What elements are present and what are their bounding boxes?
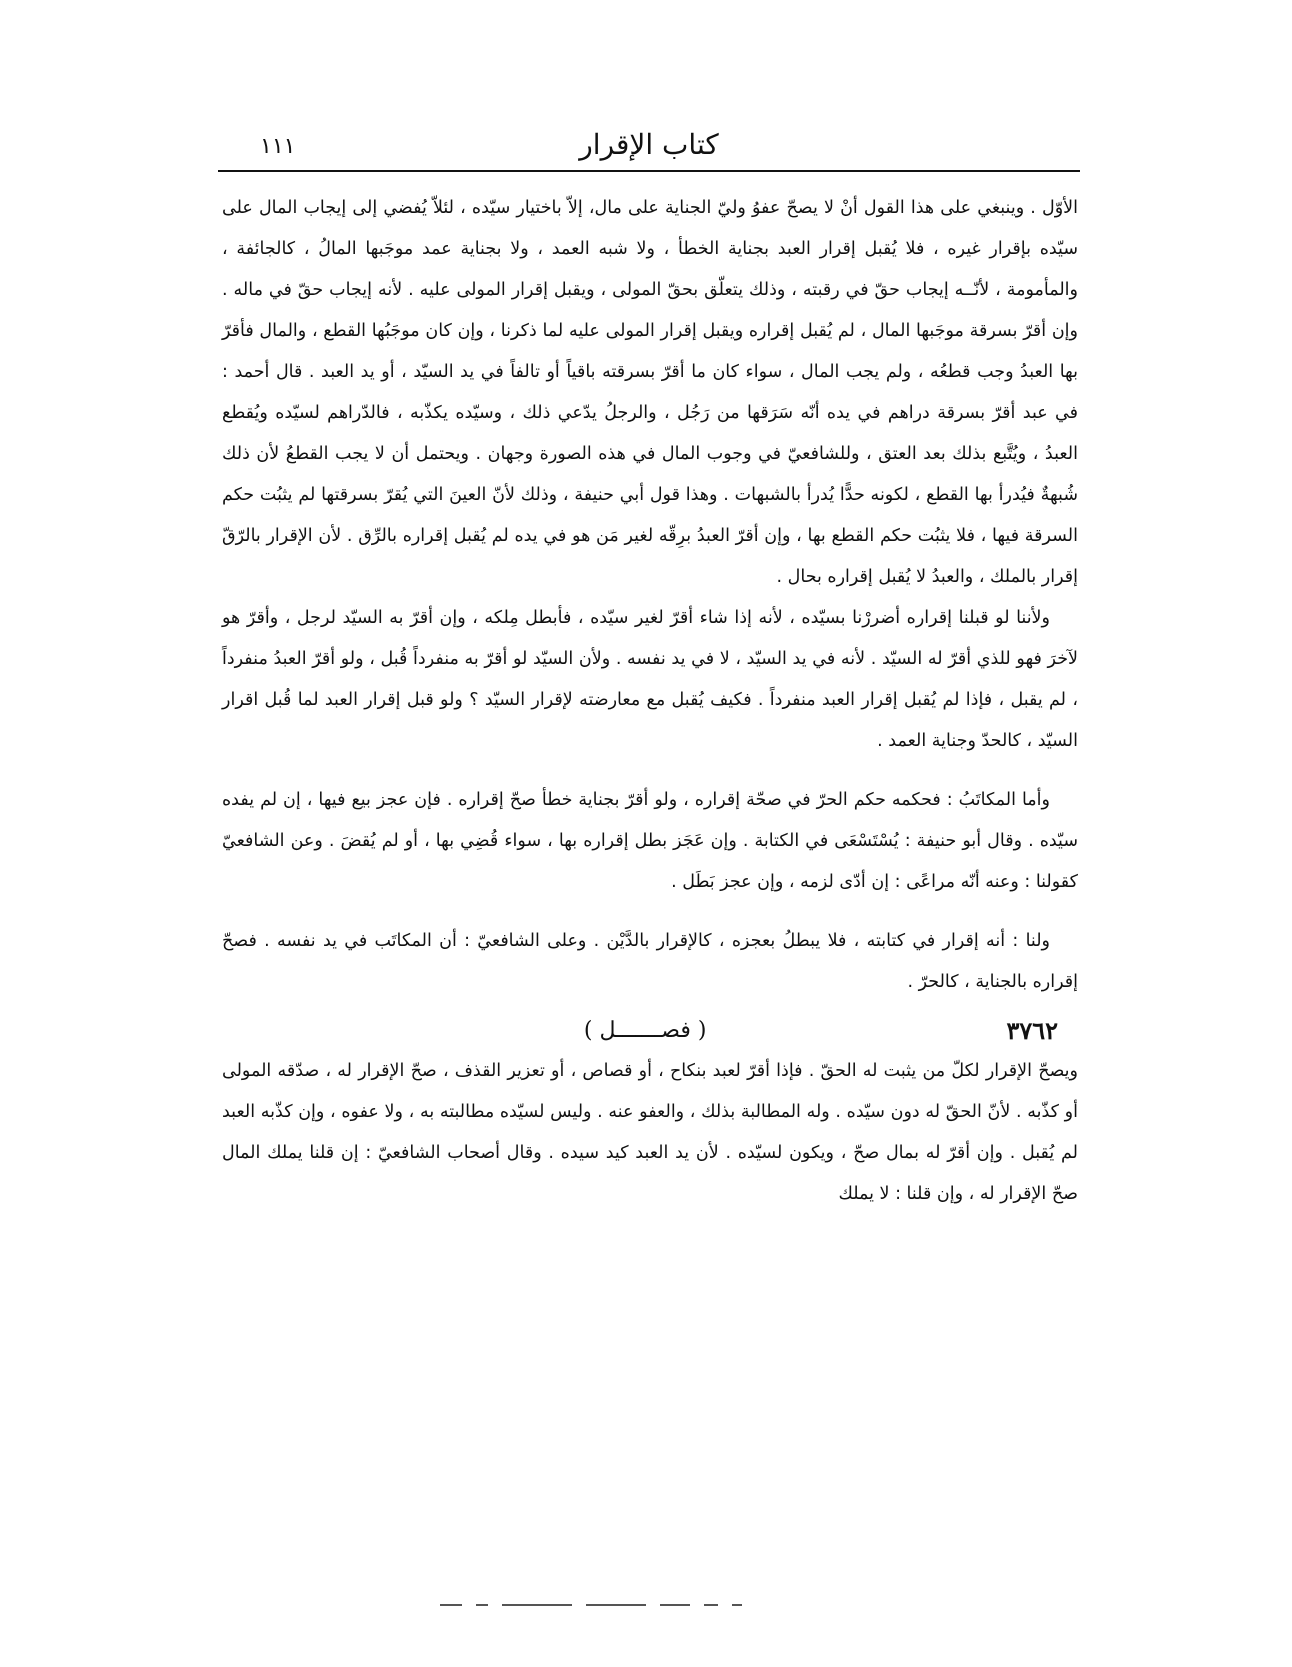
- section-number: ٣٧٦٢: [1006, 1015, 1058, 1045]
- footer-mark: [732, 1604, 742, 1606]
- footer-mark: [660, 1604, 690, 1606]
- paragraph-gap: [222, 762, 1078, 780]
- running-title: كتاب الإقرار: [579, 128, 719, 161]
- section-title: ( فصـــــــل ): [583, 1017, 707, 1043]
- header-rule: [218, 170, 1080, 172]
- footer-mark: [476, 1604, 488, 1606]
- paragraph-gap: [222, 903, 1078, 921]
- body-text: [222, 188, 1078, 1215]
- footer-mark: [502, 1604, 572, 1606]
- section-heading: [222, 1009, 1078, 1051]
- footer-mark: [586, 1604, 646, 1606]
- paragraph-4: ولنا : أنه إقرار في كتابته ، فلا يبطلُ بعجزه ، كالإقرار بالدَّيْن . وعلى الشافعيّ : أن المكاتَب في يد نفسه . فصحّ إقراره بالجناية ، كالحرّ .: [222, 931, 1078, 992]
- paragraph-1: الأوّل . وينبغي على هذا القول أنْ لا يصحّ عفوُ وليّ الجناية على مال، إلاّ باختيار سيّده ، لئلاّ يُفضي إلى إيجاب المال على سيّده بإقرار غيره ، فلا يُقبل إقرار العبد بجناية الخطأ ، ولا شبه العمد ، ولا بجناية عمد موجَبها المالُ ، كالجائفة ، والمأمومة ، لأنّــه إيجاب حقّ في رقبته ، وذلك يتعلّق بحقّ المولى ، ويقبل إقرار المولى عليه . لأنه إيجاب حقّ في ماله . وإن أقرّ بسرقة موجَبها المال ، لم يُقبل إقراره ويقبل إقرار المولى عليه لما ذكرنا ، وإن كان موجَبُها القطع ، والمال فأقرّ بها العبدُ وجب قطعُه ، ولم يجب المال ، سواء كان ما أقرّ بسرقته باقياً أو تالفاً في يد السيّد ، أو يد العبد . قال أحمد : في عبد أقرّ بسرقة دراهم في يده أنّه سَرَقها من رَجُل ، والرجلُ يدّعي ذلك ، وسيّده يكذّبه ، فالدّراهم لسيّده ويُقطع العبدُ ، ويُتَّبع بذلك بعد العتق ، وللشافعيّ في وجوب المال في هذه الصورة وجهان . ويحتمل أن لا يجب القطعُ لأن ذلك شُبهةٌ فيُدرأ بها القطع ، لكونه حدًّا يُدرأ بالشبهات . وهذا قول أبي حنيفة ، وذلك لأنّ العينَ التي يُقرّ بسرقتها لم يثبُت حكم السرقة فيها ، فلا يثبُت حكم القطع بها ، وإن أقرّ العبدُ برِقّه لغير مَن هو في يده لم يُقبل إقراره بالرِّق . لأن الإقرار بالرّقّ إقرار بالملك ، والعبدُ لا يُقبل إقراره بحال .: [222, 198, 1078, 587]
- paragraph-2: ولأننا لو قبلنا إقراره أضررْنا بسيّده ، لأنه إذا شاء أقرّ لغير سيّده ، فأبطل مِلكه ، وإن أقرّ به السيّد لرجل ، وأقرّ هو لآخرَ فهو للذي أقرّ له السيّد . لأنه في يد السيّد ، لا في يد نفسه . ولأن السيّد لو أقرّ به منفرداً قُبل ، ولو أقرّ العبدُ منفرداً ، لم يقبل ، فإذا لم يُقبل إقرار العبد منفرداً . فكيف يُقبل مع معارضته لإقرار السيّد ؟ ولو قبل إقرار العبد لما قُبل اقرار السيّد ، كالحدّ وجناية العمد .: [222, 608, 1078, 751]
- footer-marks: [440, 1604, 820, 1608]
- footer-mark: [440, 1604, 462, 1606]
- footer-mark: [704, 1604, 718, 1606]
- paragraph-3: وأما المكاتَبُ : فحكمه حكم الحرّ في صحّة إقراره ، ولو أقرّ بجناية خطأ صحّ إقراره . فإن عجز بيع فيها ، إن لم يفده سيّده . وقال أبو حنيفة : يُسْتَسْعَى في الكتابة . وإن عَجَز بطل إقراره بها ، سواء قُضِي بها ، أو لم يُقضَ . وعن الشافعيّ كقولنا : وعنه أنّه مراعًى : إن أدّى لزمه ، وإن عجز بَطَل .: [222, 790, 1078, 892]
- section-paragraph: ويصحّ الإقرار لكلّ من يثبت له الحقّ . فإذا أقرّ لعبد بنكاح ، أو قصاص ، أو تعزير القذف ، صحّ الإقرار له ، صدّقه المولى أو كذّبه . لأنّ الحقّ له دون سيّده . وله المطالبة بذلك ، والعفو عنه . وليس لسيّده مطالبته به ، ولا عفوه ، وإن كذّبه العبد لم يُقبل . وإن أقرّ له بمال صحّ ، ويكون لسيّده . لأن يد العبد كيد سيده . وقال أصحاب الشافعيّ : إن قلنا يملك المال صحّ الإقرار له ، وإن قلنا : لا يملك: [222, 1061, 1078, 1204]
- page-header: [220, 120, 1078, 170]
- page-number: ١١١: [260, 134, 296, 159]
